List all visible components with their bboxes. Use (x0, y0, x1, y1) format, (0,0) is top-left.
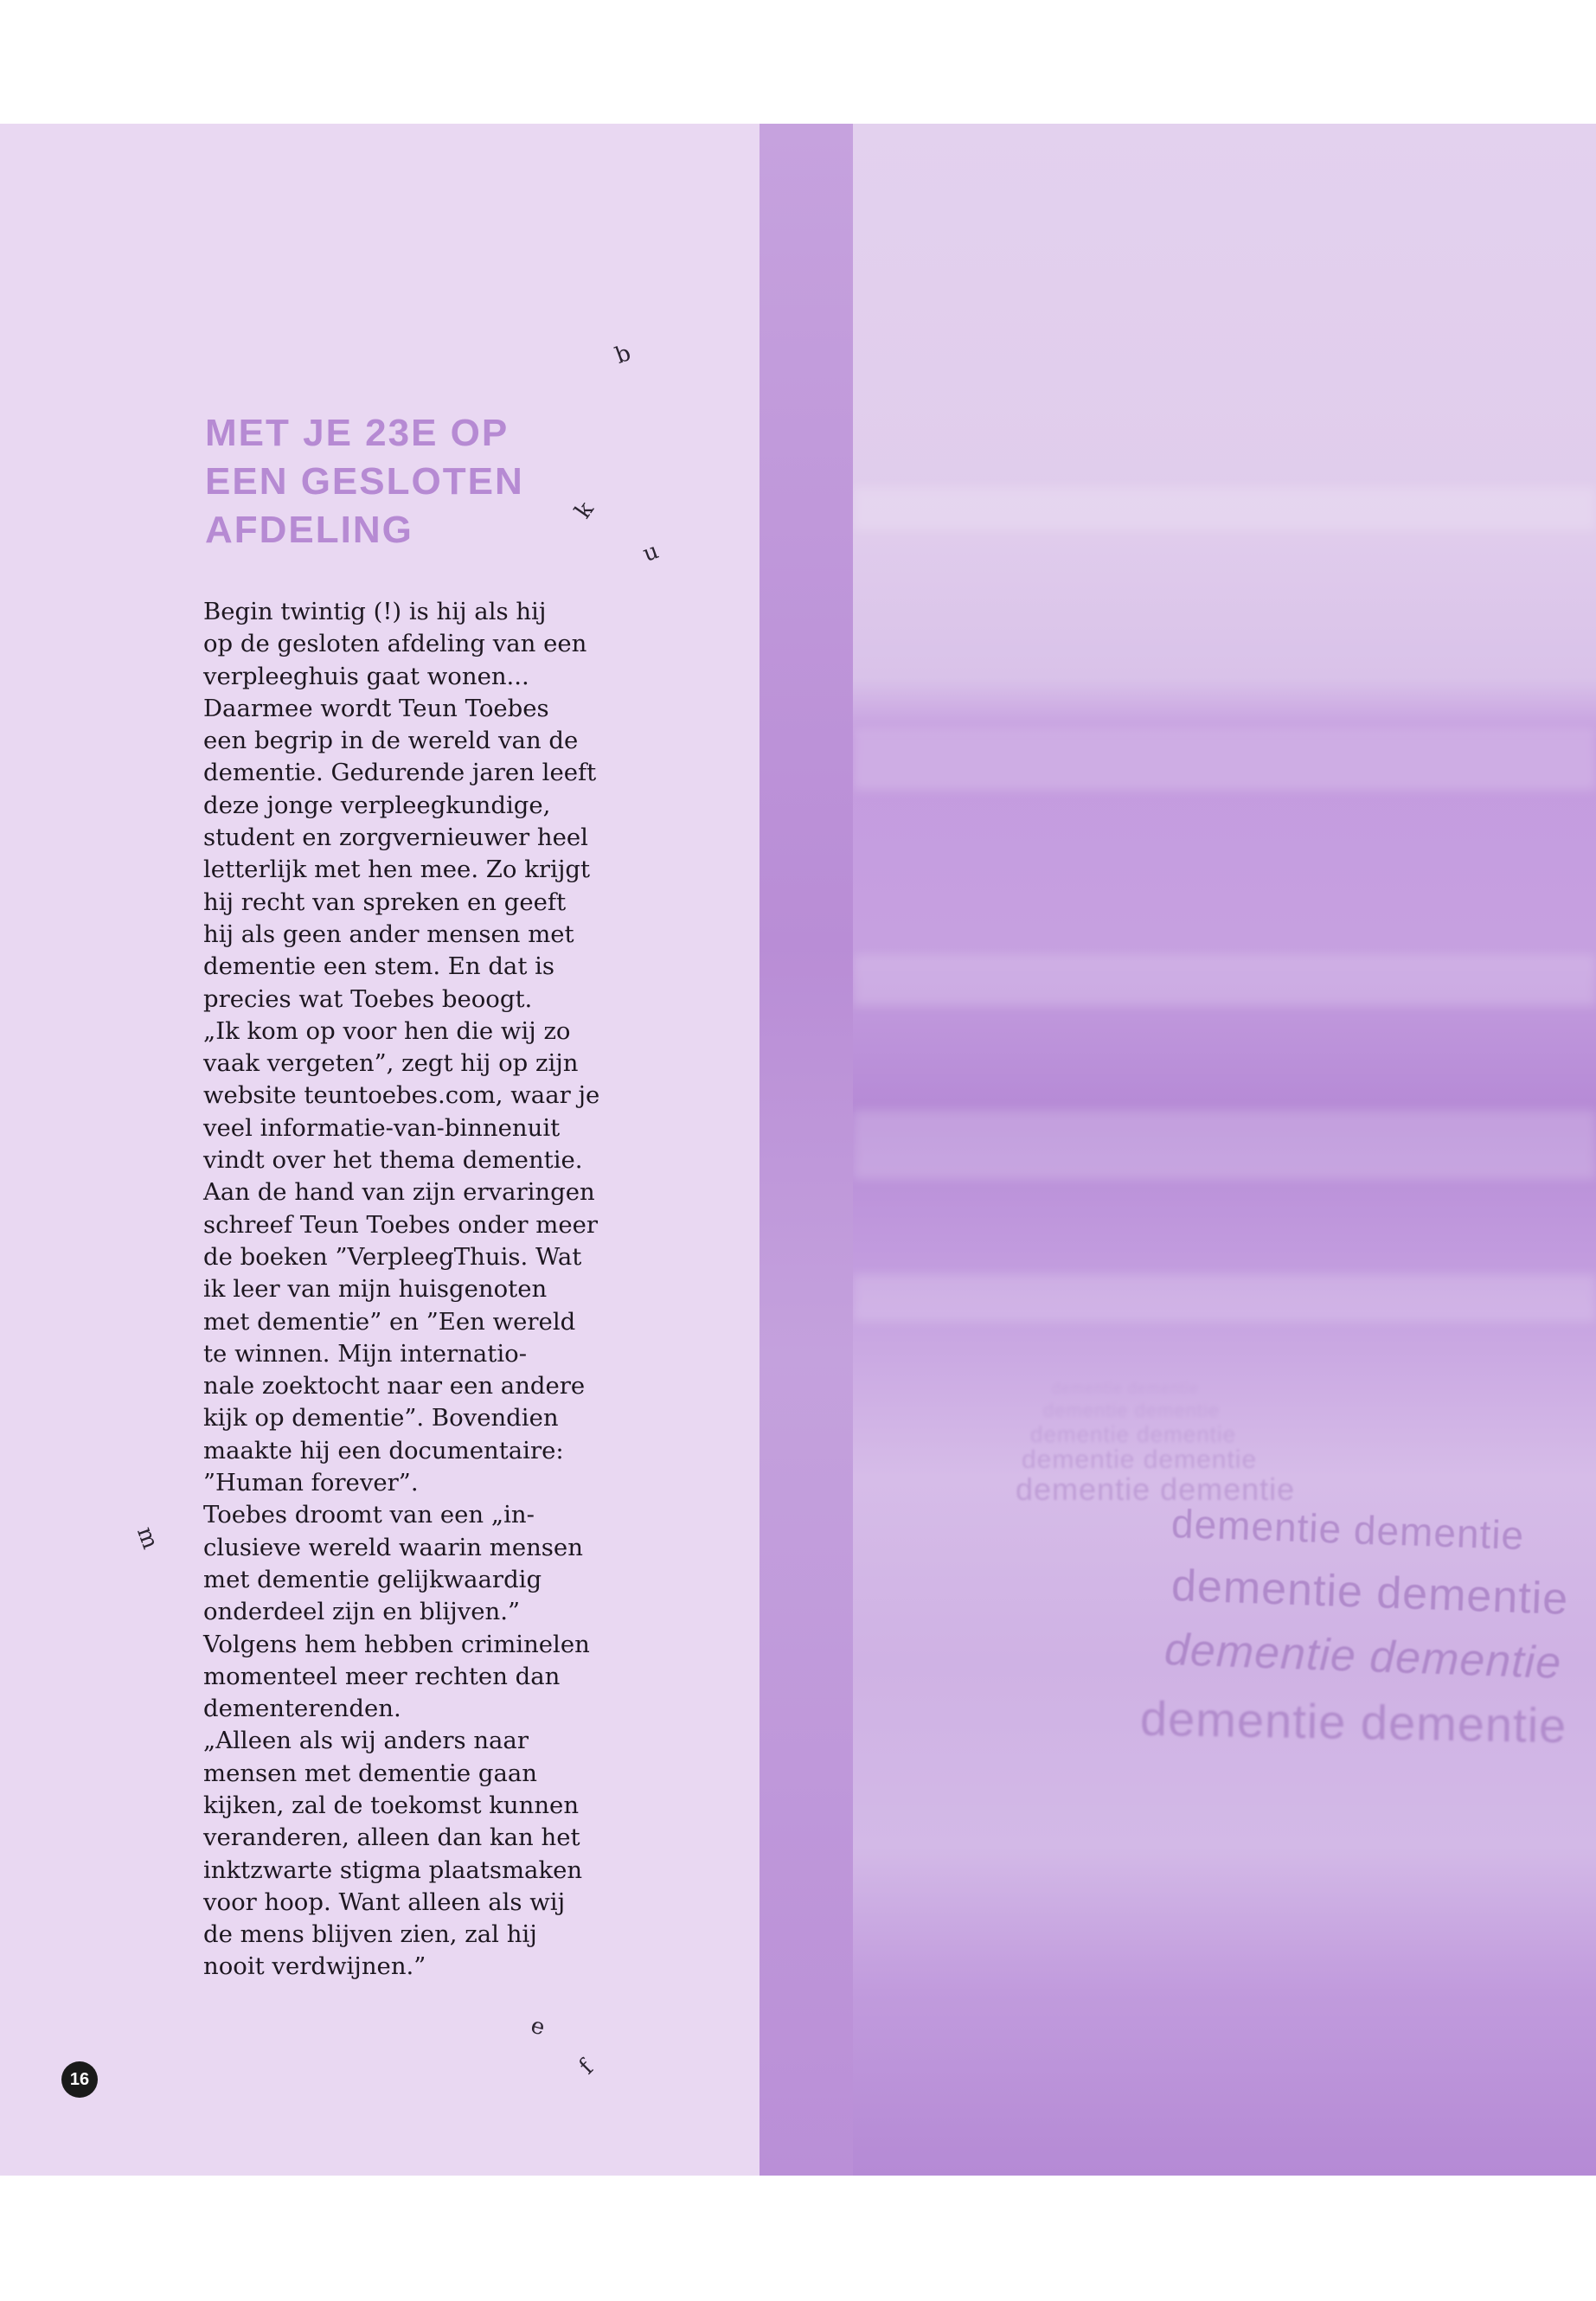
body-line: deze jonge verpleegkundige, (203, 791, 551, 819)
decorative-letter-e: e (528, 2012, 548, 2041)
body-line: schreef Teun Toebes onder meer (203, 1210, 599, 1239)
body-line: vindt over het thema dementie. (203, 1146, 583, 1175)
photo-text-line: dementie dementie (1043, 1400, 1221, 1421)
blurred-dementie-photo (853, 124, 1596, 2176)
body-line: dementerenden. (203, 1695, 401, 1723)
body-line: clusieve wereld waarin mensen (203, 1533, 583, 1561)
photo-text-line: dementie dementie (1170, 1561, 1570, 1625)
body-line: kijk op dementie”. Bovendien (203, 1404, 559, 1433)
body-line: de mens blijven zien, zal hij (203, 1920, 537, 1949)
body-line: met dementie” en ”Een wereld (203, 1307, 576, 1336)
body-line: een begrip in de wereld van de (203, 727, 579, 755)
body-line: veel informatie-van-binnenuit (203, 1113, 561, 1142)
page-number-badge: 16 (61, 2061, 98, 2098)
photo-text-line: dementie dementie (1022, 1445, 1258, 1474)
body-line: onderdeel zijn en blijven.” (203, 1598, 521, 1626)
body-line: veranderen, alleen dan kan het (203, 1823, 580, 1852)
article-title (205, 409, 603, 554)
photo-text-line: dementie dementie (1016, 1471, 1296, 1507)
magazine-spread (0, 124, 1596, 2176)
body-line: inktzwarte stigma plaatsmaken (203, 1856, 583, 1884)
body-line: letterlijk met hen mee. Zo krijgt (203, 856, 590, 884)
body-line: momenteel meer rechten dan (203, 1662, 561, 1690)
article-title-line: AFDELING (205, 509, 413, 551)
body-line: verpleeghuis gaat wonen... (203, 662, 529, 690)
body-line: hij recht van spreken en geeft (203, 888, 567, 916)
body-line: precies wat Toebes beoogt. (203, 984, 533, 1013)
body-line: de boeken ”VerpleegThuis. Wat (203, 1242, 582, 1271)
body-line: „Ik kom op voor hen die wij zo (203, 1016, 571, 1045)
body-line: hij als geen ander mensen met (203, 920, 574, 948)
body-line: „Alleen als wij anders naar (203, 1727, 529, 1755)
photo-text-line: dementie dementie (1030, 1421, 1237, 1447)
body-line: Toebes droomt van een „in- (203, 1501, 535, 1529)
body-line: Aan de hand van zijn ervaringen (203, 1178, 595, 1207)
photo-text-line: dementie dementie (1139, 1690, 1567, 1753)
body-line: dementie. Gedurende jaren leeft (203, 759, 597, 787)
body-line: dementie een stem. En dat is (203, 952, 555, 981)
body-line: ”Human forever”. (203, 1469, 419, 1497)
article-body (203, 596, 610, 1984)
body-line: ik leer van mijn huisgenoten (203, 1275, 548, 1304)
body-line: website teuntoebes.com, waar je (203, 1081, 600, 1110)
body-line: nale zoektocht naar een andere (203, 1372, 586, 1400)
body-line: op de gesloten afdeling van een (203, 630, 587, 658)
left-page (0, 124, 760, 2176)
body-line: vaak vergeten”, zegt hij op zijn (203, 1049, 579, 1078)
body-line: Begin twintig (!) is hij als hij (203, 598, 547, 625)
decorative-letter-k: k (570, 497, 599, 524)
body-line: kijken, zal de toekomst kunnen (203, 1791, 580, 1819)
decorative-letter-b: b (612, 340, 635, 369)
photo-text-line: dementie dementie (1170, 1500, 1526, 1559)
photo-text-line: dementie dementie (1163, 1625, 1563, 1689)
body-line: nooit verdwijnen.” (203, 1952, 426, 1981)
article-title-line: MET JE 23E OP (205, 412, 510, 454)
body-line: te winnen. Mijn internatio- (203, 1339, 528, 1368)
decorative-letter-u: u (639, 538, 663, 567)
body-line: Daarmee wordt Teun Toebes (203, 694, 549, 722)
body-line: mensen met dementie gaan (203, 1759, 537, 1787)
decorative-letter-m: m (131, 1523, 163, 1553)
body-line: voor hoop. Want alleen als wij (203, 1888, 566, 1916)
body-line: met dementie gelijkwaardig (203, 1565, 542, 1593)
purple-divider-strip (760, 124, 853, 2176)
decorative-letter-f: f (574, 2054, 599, 2080)
body-line: student en zorgvernieuwer heel (203, 824, 588, 852)
body-line: maakte hij een documentaire: (203, 1436, 564, 1465)
photo-text-line: dementie dementie (1052, 1380, 1200, 1397)
body-line: Volgens hem hebben criminelen (203, 1630, 590, 1658)
article-title-line: EEN GESLOTEN (205, 460, 524, 503)
